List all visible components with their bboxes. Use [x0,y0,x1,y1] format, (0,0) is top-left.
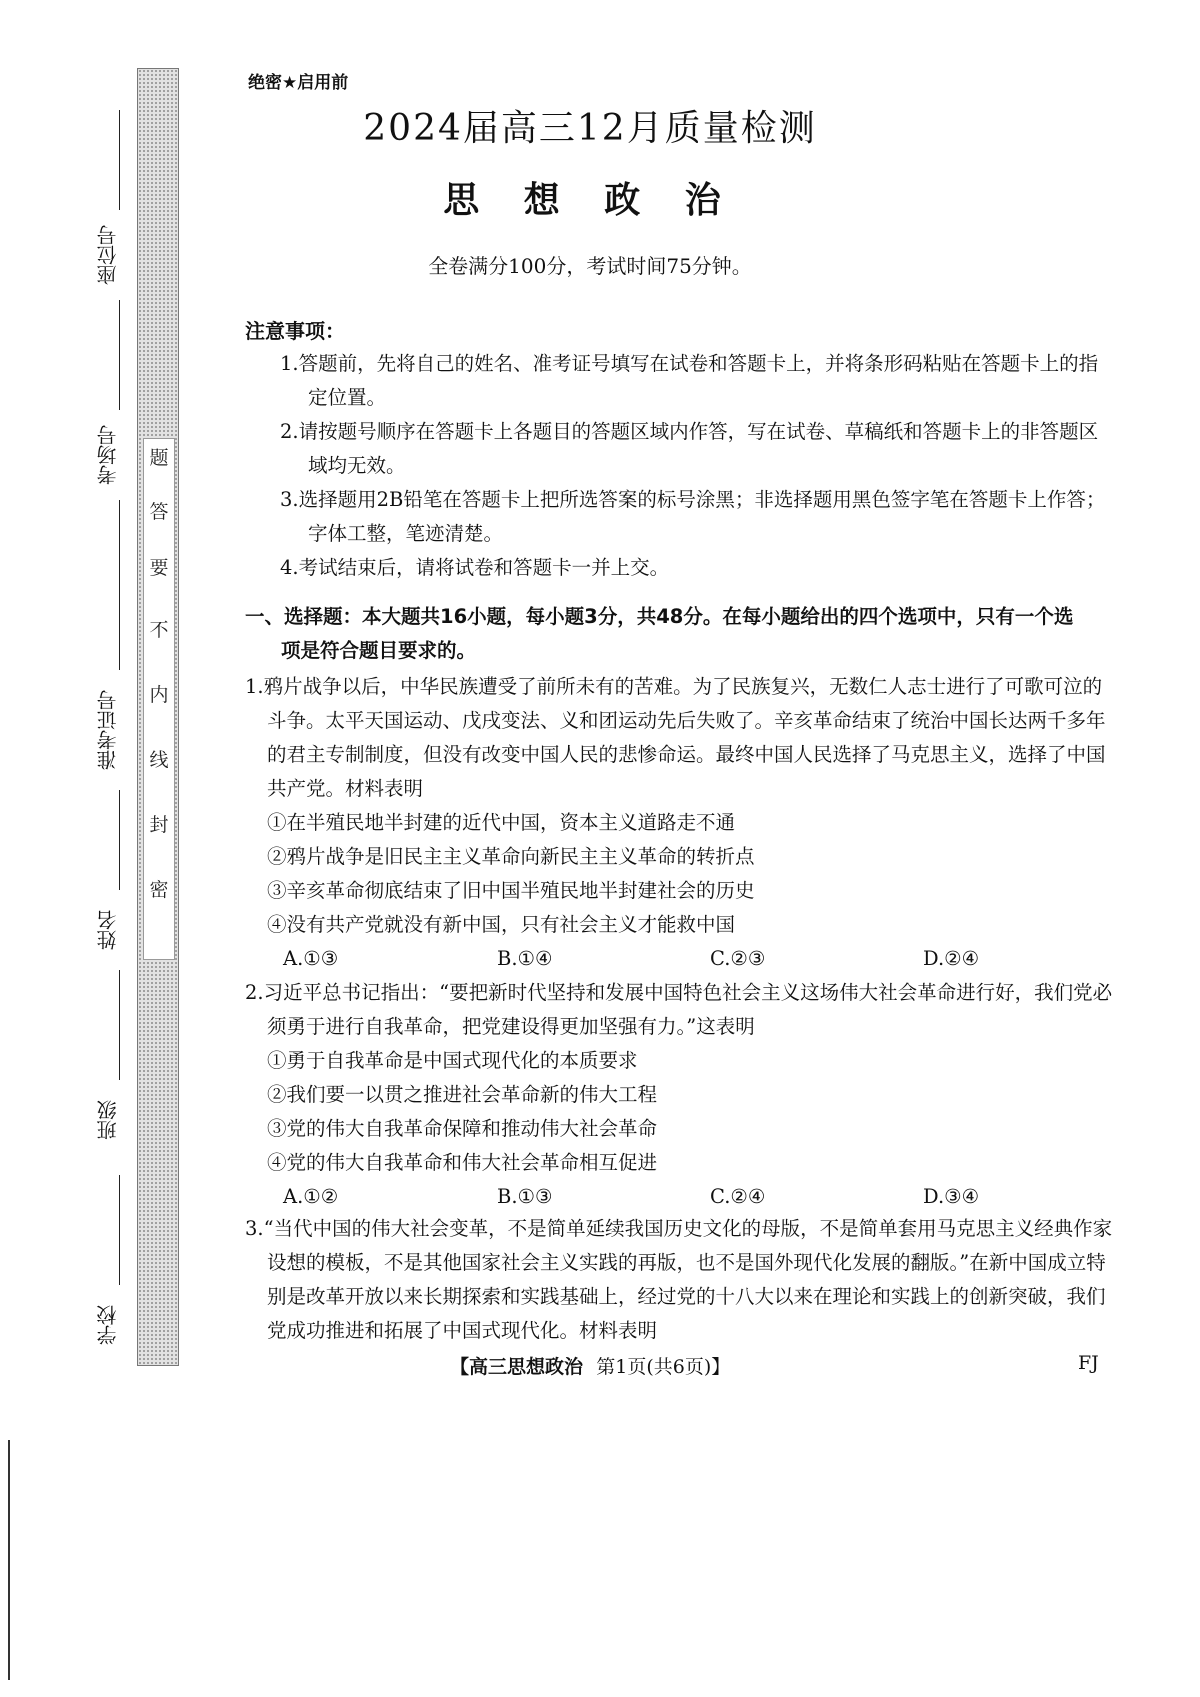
subject-title: 思 想 政 治 [443,180,737,221]
section-heading-line: 一、选择题：本大题共16小题，每小题3分，共48分。在每小题给出的四个选项中，只有一个选 [245,605,1074,628]
seal-char: 线 [149,749,169,771]
choice-b[interactable]: B.①④ [497,947,553,970]
choice-c[interactable]: C.②③ [710,947,766,970]
section-heading-line: 项是符合题目要求的。 [281,639,477,662]
notice-list [280,347,1110,585]
seal-char: 不 [149,619,169,641]
confidential-mark: 绝密★启用前 [248,73,349,93]
ticket-number-label: 准考证号 [96,690,120,770]
statement-option: ①勇于自我革命是中国式现代化的本质要求 [267,1049,638,1072]
section-heading [245,600,1115,668]
choice-c[interactable]: C.②④ [710,1185,766,1208]
choice-a[interactable]: A.①③ [283,947,339,970]
seal-char: 要 [149,557,169,579]
statement-option: ③辛亥革命彻底结束了旧中国半殖民地半封建社会的历史 [267,879,755,902]
answer-choices [245,1180,1115,1214]
question-stem: 1.鸦片战争以后，中华民族遭受了前所未有的苦难。为了民族复兴，无数仁人志士进行了可歌可泣的斗争。太平天国运动、戊戌变法、义和团运动先后失败了。辛亥革命结束了统治中国长达两千多年的君主专制制度，但没有改变中国人民的悲惨命运。最终中国人民选择了马克思主义，选择了中国共产党。材料表明 [245,675,1106,800]
statement-option: ②我们要一以贯之推进社会革命新的伟大工程 [267,1083,658,1106]
statement-option: ①在半殖民地半封建的近代中国，资本主义道路走不通 [267,811,736,834]
page-footer [450,1352,730,1379]
question-2 [245,976,1115,1214]
exam-title: 2024届高三12月质量检测 [363,108,817,149]
name-line[interactable] [119,790,120,890]
seat-number-label: 座位号 [96,225,120,285]
seal-char: 答 [149,501,169,523]
exam-room-line[interactable] [119,300,120,410]
question-stem: 2.习近平总书记指出：“要把新时代坚持和发展中国特色社会主义这场伟大社会革命进行好，我们党必须勇于进行自我革命，把党建设得更加坚强有力。”这表明 [245,981,1113,1038]
statement-option: ④没有共产党就没有新中国，只有社会主义才能救中国 [267,913,736,936]
notice-item: 4.考试结束后，请将试卷和答题卡一并上交。 [280,556,670,579]
question-1 [245,670,1115,976]
score-info: 全卷满分100分，考试时间75分钟。 [428,254,752,278]
seal-text-box [143,438,175,960]
seal-char: 题 [149,447,169,469]
class-label: 班级 [96,1100,120,1140]
class-line[interactable] [119,970,120,1080]
notice-item: 2.请按题号顺序在答题卡上各题目的答题区域内作答，写在试卷、草稿纸和答题卡上的非答题区域均无效。 [280,420,1099,477]
notice-item: 1.答题前，先将自己的姓名、准考证号填写在试卷和答题卡上，并将条形码粘贴在答题卡上的指定位置。 [280,352,1099,409]
question-3 [245,1212,1115,1348]
footer-label: 【高三思想政治 [450,1356,584,1378]
notice-item: 3.选择题用2B铅笔在答题卡上把所选答案的标号涂黑；非选择题用黑色签字笔在答题卡上作答；字体工整，笔迹清楚。 [280,488,1106,545]
name-label: 姓名 [96,910,120,950]
scan-edge-line [8,1440,10,1680]
choice-b[interactable]: B.①③ [497,1185,553,1208]
seal-char: 内 [149,684,169,706]
statement-option: ④党的伟大自我革命和伟大社会革命相互促进 [267,1151,658,1174]
statement-option: ③党的伟大自我革命保障和推动伟大社会革命 [267,1117,658,1140]
question-stem: 3.“当代中国的伟大社会变革，不是简单延续我国历史文化的母版，不是简单套用马克思主义经典作家设想的模板，不是其他国家社会主义实践的再版，也不是国外现代化发展的翻版。”在新中国成立特别是改革开放以来长期探索和实践基础上，经过党的十八大以来在理论和实践上的创新突破，我们党成功推进和拓展了中国式现代化。材料表明 [245,1217,1113,1342]
school-label: 学校 [96,1305,120,1345]
seal-char: 密 [149,879,169,901]
choice-a[interactable]: A.①② [283,1185,339,1208]
paper-code: FJ [1078,1352,1099,1374]
choice-d[interactable]: D.②④ [923,947,980,970]
page-number: 第1页(共6页)】 [596,1356,731,1378]
answer-choices [245,942,1115,976]
statement-option: ②鸦片战争是旧民主主义革命向新民主主义革命的转折点 [267,845,755,868]
choice-d[interactable]: D.③④ [923,1185,980,1208]
seal-char: 封 [149,814,169,836]
ticket-number-line[interactable] [119,500,120,670]
school-line[interactable] [119,1175,120,1285]
seat-number-line[interactable] [119,110,120,210]
notice-title: 注意事项： [245,319,345,343]
exam-room-label: 考场号 [96,425,120,485]
